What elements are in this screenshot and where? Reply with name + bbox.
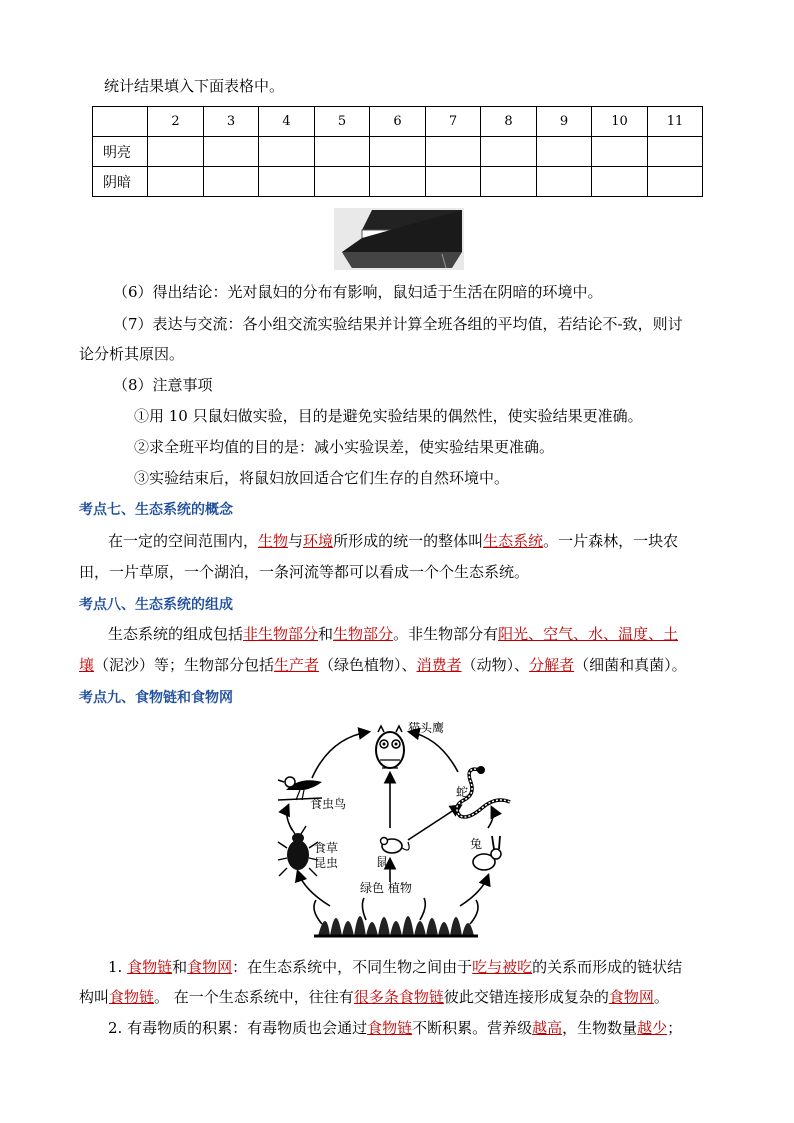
section-9-para1-line2: 构叫食物链。 在一个生态系统中，往往有很多条食物链彼此交错连接形成复杂的食物网。 — [79, 988, 669, 1006]
note-1: ①用 10 只鼠妇做实验，目的是避免实验结果的偶然性，使实验结果更准确。 — [134, 407, 643, 425]
label-plant: 绿色 植物 — [360, 881, 412, 895]
note-2: ②求全班平均值的目的是：减小实验误差，使实验结果更准确。 — [134, 438, 555, 456]
section-9-para2: 2. 有毒物质的积累：有毒物质也会通过食物链不断积累。营养级越高，生物数量越少； — [108, 1019, 683, 1037]
mouse-icon — [381, 838, 410, 854]
label-mouse: 鼠 — [376, 855, 389, 869]
label-owl: 猫头鹰 — [408, 721, 445, 735]
section-8-para-line1: 生态系统的组成包括非生物部分和生物部分。非生物部分有阳光、空气、水、温度、土 — [108, 625, 679, 643]
section-8-para-line2: 壤（泥沙）等；生物部分包括生产者（绿色植物）、消费者（动物）、分解者（细菌和真菌）。 — [79, 656, 687, 674]
table-row — [93, 137, 703, 167]
row-label-dark: 阴暗 — [93, 167, 148, 197]
table-header-cell: 10 — [592, 107, 648, 137]
table-header-cell: 6 — [370, 107, 426, 137]
table-header-cell: 7 — [426, 107, 481, 137]
step-7-line2: 论分析其原因。 — [79, 345, 185, 363]
arrow-bird-to-owl — [312, 732, 368, 778]
arrow-snake-to-owl — [410, 732, 458, 772]
table-intro: 统计结果填入下面表格中。 — [104, 77, 285, 95]
table-header-cell: 2 — [148, 107, 204, 137]
result-table — [92, 106, 703, 197]
step-8-heading: （8）注意事项 — [113, 376, 213, 394]
row-label-bright: 明亮 — [93, 137, 148, 167]
table-header-cell: 9 — [537, 107, 592, 137]
arrow-rabbit-to-snake — [488, 808, 493, 828]
label-snake: 蛇 — [456, 785, 469, 799]
green-plant-icon — [314, 898, 478, 936]
note-3: ③实验结束后，将鼠妇放回适合它们生存的自然环境中。 — [134, 469, 510, 487]
table-header-cell: 11 — [648, 107, 703, 137]
label-bird: 食虫鸟 — [310, 797, 347, 811]
food-web-diagram — [270, 710, 520, 942]
table-header-row — [93, 107, 703, 137]
arrow-plant-to-insect — [298, 872, 330, 906]
section-7-title: 考点七、生态系统的概念 — [79, 502, 233, 518]
step-6: （6）得出结论：光对鼠妇的分布有影响，鼠妇适于生活在阴暗的环境中。 — [113, 283, 603, 301]
arrow-mouse-to-snake — [408, 806, 460, 840]
table-header-cell: 8 — [481, 107, 537, 137]
label-insect-line2: 昆虫 — [314, 856, 339, 870]
section-8-title: 考点八、生态系统的组成 — [79, 597, 233, 613]
section-9-title: 考点九、食物链和食物网 — [79, 690, 233, 706]
table-header-cell — [93, 107, 148, 137]
table-header-cell: 3 — [204, 107, 259, 137]
arrow-plant-to-rabbit — [460, 876, 488, 906]
table-header-cell: 5 — [315, 107, 370, 137]
label-insect-line1: 食草 — [314, 841, 339, 855]
section-7-para-line1: 在一定的空间范围内，生物与环境所形成的统一的整体叫生态系统。一片森林，一块农 — [108, 532, 679, 550]
label-rabbit: 兔 — [470, 837, 483, 851]
section-9-para1-line1: 1. 食物链和食物网：在生态系统中，不同生物之间由于吃与被吃的关系而形成的链状结 — [108, 958, 683, 976]
table-header-cell: 4 — [259, 107, 315, 137]
table-row — [93, 167, 703, 197]
section-7-para-line2: 田，一片草原，一个湖泊，一条河流等都可以看成一个个生态系统。 — [79, 563, 530, 581]
step-7-line1: （7）表达与交流：各小组交流实验结果并计算全班各组的平均值，若结论不-致，则讨 — [113, 315, 683, 333]
experiment-box-figure — [334, 208, 464, 270]
owl-icon — [376, 726, 404, 768]
arrow-insect-to-bird — [287, 806, 292, 830]
herbivorous-insect-icon — [278, 826, 318, 876]
